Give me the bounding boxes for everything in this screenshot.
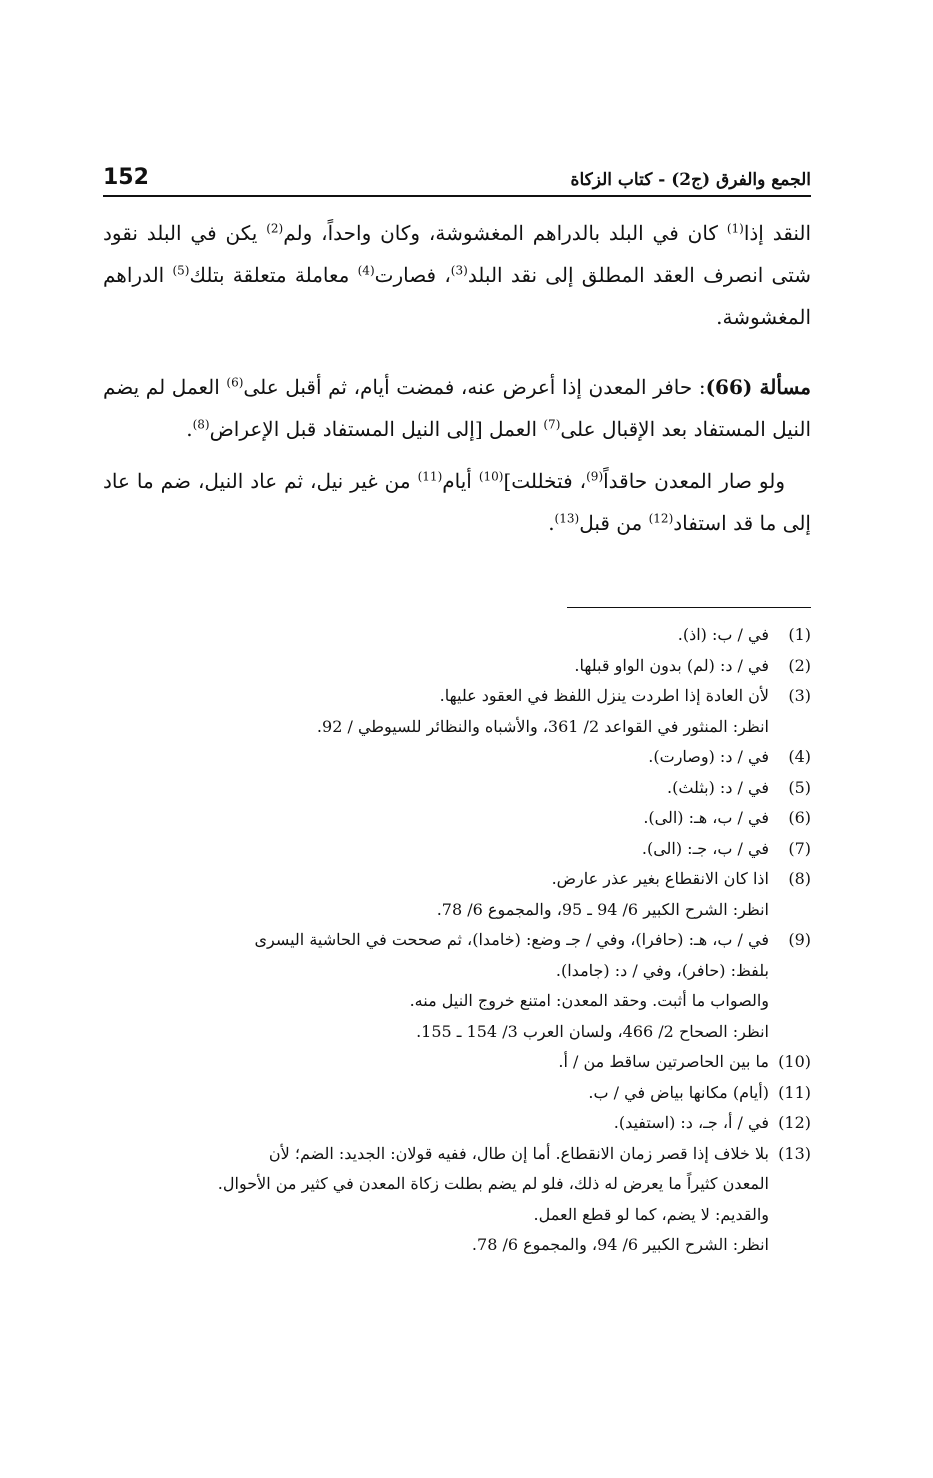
footnote-item [103, 925, 811, 1047]
footnote-item [103, 1047, 811, 1078]
footnote-line: والصواب ما أثبت. وحقد المعدن: امتنع خروج النيل منه. [409, 991, 769, 1010]
footnote-item [103, 773, 811, 804]
footnote-ref[interactable]: (2) [266, 221, 284, 236]
footnote-ref[interactable]: (3) [450, 263, 468, 278]
footnote-item [103, 1078, 811, 1109]
footnotes-section [103, 620, 811, 1261]
footnote-text [103, 651, 769, 682]
footnote-item [103, 681, 811, 742]
footnote-line: في / أ، جـ، د: (استفيد). [613, 1113, 769, 1132]
footnote-number: (7) [788, 838, 811, 858]
footnote-item [103, 864, 811, 925]
issue-title: مسألة (66) [705, 375, 812, 399]
footnote-item [103, 1108, 811, 1139]
footnote-line: بلفظ: (حافر)، وفي / د: (جامدا). [555, 960, 769, 980]
footnote-ref[interactable]: (11) [417, 469, 443, 484]
footnote-line: في / ب: (اذ). [677, 625, 769, 644]
footnote-ref[interactable]: (9) [586, 469, 604, 484]
footnote-number: (6) [788, 808, 811, 827]
footnote-item [103, 834, 811, 865]
footnote-item [103, 620, 811, 651]
footnote-line: في / ب، هـ: (الى). [643, 808, 769, 827]
footnote-number: (10) [778, 1052, 811, 1071]
footnote-line: بلا خلاف إذا قصر زمان الانقطاع. أما إن طال، ففيه قولان: الجديد: الضم؛ لأن [268, 1143, 769, 1163]
footnote-line: في / د: (وصارت). [648, 747, 769, 766]
footnote-number: (3) [788, 686, 811, 705]
footnote-ref[interactable]: (13) [554, 511, 580, 526]
paragraph-1: النقد إذا$^{(1)}$ كان في البلد بالدراهم المغشوشة، وكان واحداً، ولم$^{(2)}$ يكن في البلد نقود شتى انصرف العقد المطلق إلى نقد البلد$^{(3)}$، فصارت$^{(4)}$ معاملة متعلقة بتلك$^{(5)}$ الدراهم المغشوشة. [103, 221, 812, 329]
footnote-line: لأن العادة إذا اطردت ينزل اللفظ في العقود عليها. [439, 686, 769, 705]
footnote-line: انظر: الشرح الكبير 6/ 94 ـ 95، والمجموع 6/ 78. [436, 899, 769, 919]
footnote-ref[interactable]: (12) [648, 511, 674, 526]
footnote-line: في / د: (بثلث). [666, 777, 769, 797]
footnote-line: في / د: (لم) بدون الواو قبلها. [574, 655, 769, 675]
footnote-item [103, 651, 811, 682]
main-text [103, 212, 811, 544]
header-divider [103, 195, 811, 197]
paragraph-3: ولو صار المعدن حاقداً$^{(9)}$، فتخللت]$^{(10)}$ أيام$^{(11)}$ من غير نيل، ثم عاد النيل، ضم ما عاد إلى ما قد استفاد$^{(12)}$ من قبل$^{(13)}$. [103, 469, 811, 535]
footnote-text [103, 925, 769, 1047]
footnote-line: المعدن كثيراً ما يعرض له ذلك، فلو لم يضم بطلت زكاة المعدن في كثير من الأحوال. [217, 1174, 769, 1193]
footnote-text [103, 834, 769, 865]
footnote-item [103, 803, 811, 834]
footnote-ref[interactable]: (8) [192, 417, 210, 432]
page-number: 152 [103, 165, 149, 190]
footnote-number: (1) [788, 625, 811, 644]
footnote-text [103, 1047, 769, 1078]
footnote-text [103, 742, 769, 773]
footnote-line: في / ب، هـ: (حافرا)، وفي / جـ وضع: (خامدا)، ثم صححت في الحاشية اليسرى [254, 930, 769, 949]
footnote-ref[interactable]: (5) [172, 263, 190, 278]
footnote-line: انظر: الشرح الكبير 6/ 94، والمجموع 6/ 78. [471, 1235, 769, 1254]
footnote-line: ما بين الحاصرتين ساقط من / أ. [558, 1052, 769, 1071]
page-header [103, 150, 811, 190]
footnote-text [103, 681, 769, 742]
footnote-ref[interactable]: (1) [726, 221, 744, 236]
footnote-text [103, 620, 769, 651]
footnote-ref[interactable]: (6) [226, 375, 244, 390]
footnote-item [103, 1139, 811, 1261]
footnote-ref[interactable]: (4) [357, 263, 375, 278]
footnote-line: انظر: المنثور في القواعد 2/ 361، والأشباه والنظائر للسيوطي / 92. [316, 716, 769, 736]
footnote-number: (5) [788, 777, 811, 797]
footnote-text [103, 1108, 769, 1139]
footnote-line: اذا كان الانقطاع بغير عذر عارض. [551, 869, 769, 888]
footnote-number: (8) [788, 869, 811, 888]
footnote-line: في / ب، جـ: (الى). [641, 838, 769, 858]
footnote-text [103, 803, 769, 834]
footnote-divider [567, 607, 811, 608]
footnote-number: (4) [788, 747, 811, 766]
footnote-ref[interactable]: (10) [478, 469, 504, 484]
footnote-number: (2) [788, 655, 811, 675]
footnote-line: انظر: الصحاح 2/ 466، ولسان العرب 3/ 154 ـ 155. [416, 1021, 769, 1041]
footnote-line: (أيام) مكانها بياض في / ب. [588, 1082, 769, 1102]
footnote-line: والقديم: لا يضم، كما لو قطع العمل. [533, 1204, 769, 1224]
footnote-item [103, 742, 811, 773]
footnote-text [103, 864, 769, 925]
footnote-number: (9) [788, 930, 811, 949]
issue-66-paragraph: مسألة (66): حافر المعدن إذا أعرض عنه، فمضت أيام، ثم أقبل على$^{(6)}$ العمل لم يضم النيل المستفاد بعد الإقبال على$^{(7)}$ العمل [إلى النيل المستفاد قبل الإعراض$^{(8)}$. [103, 375, 812, 441]
footnote-ref[interactable]: (7) [543, 417, 561, 432]
footnote-number: (11) [778, 1082, 811, 1102]
footnote-text [103, 1078, 769, 1109]
running-title: الجمع والفرق (ج2) - كتاب الزكاة [570, 170, 811, 190]
footnote-text [103, 1139, 769, 1261]
footnote-number: (12) [778, 1113, 811, 1132]
footnote-number: (13) [778, 1143, 811, 1163]
footnote-text [103, 773, 769, 804]
